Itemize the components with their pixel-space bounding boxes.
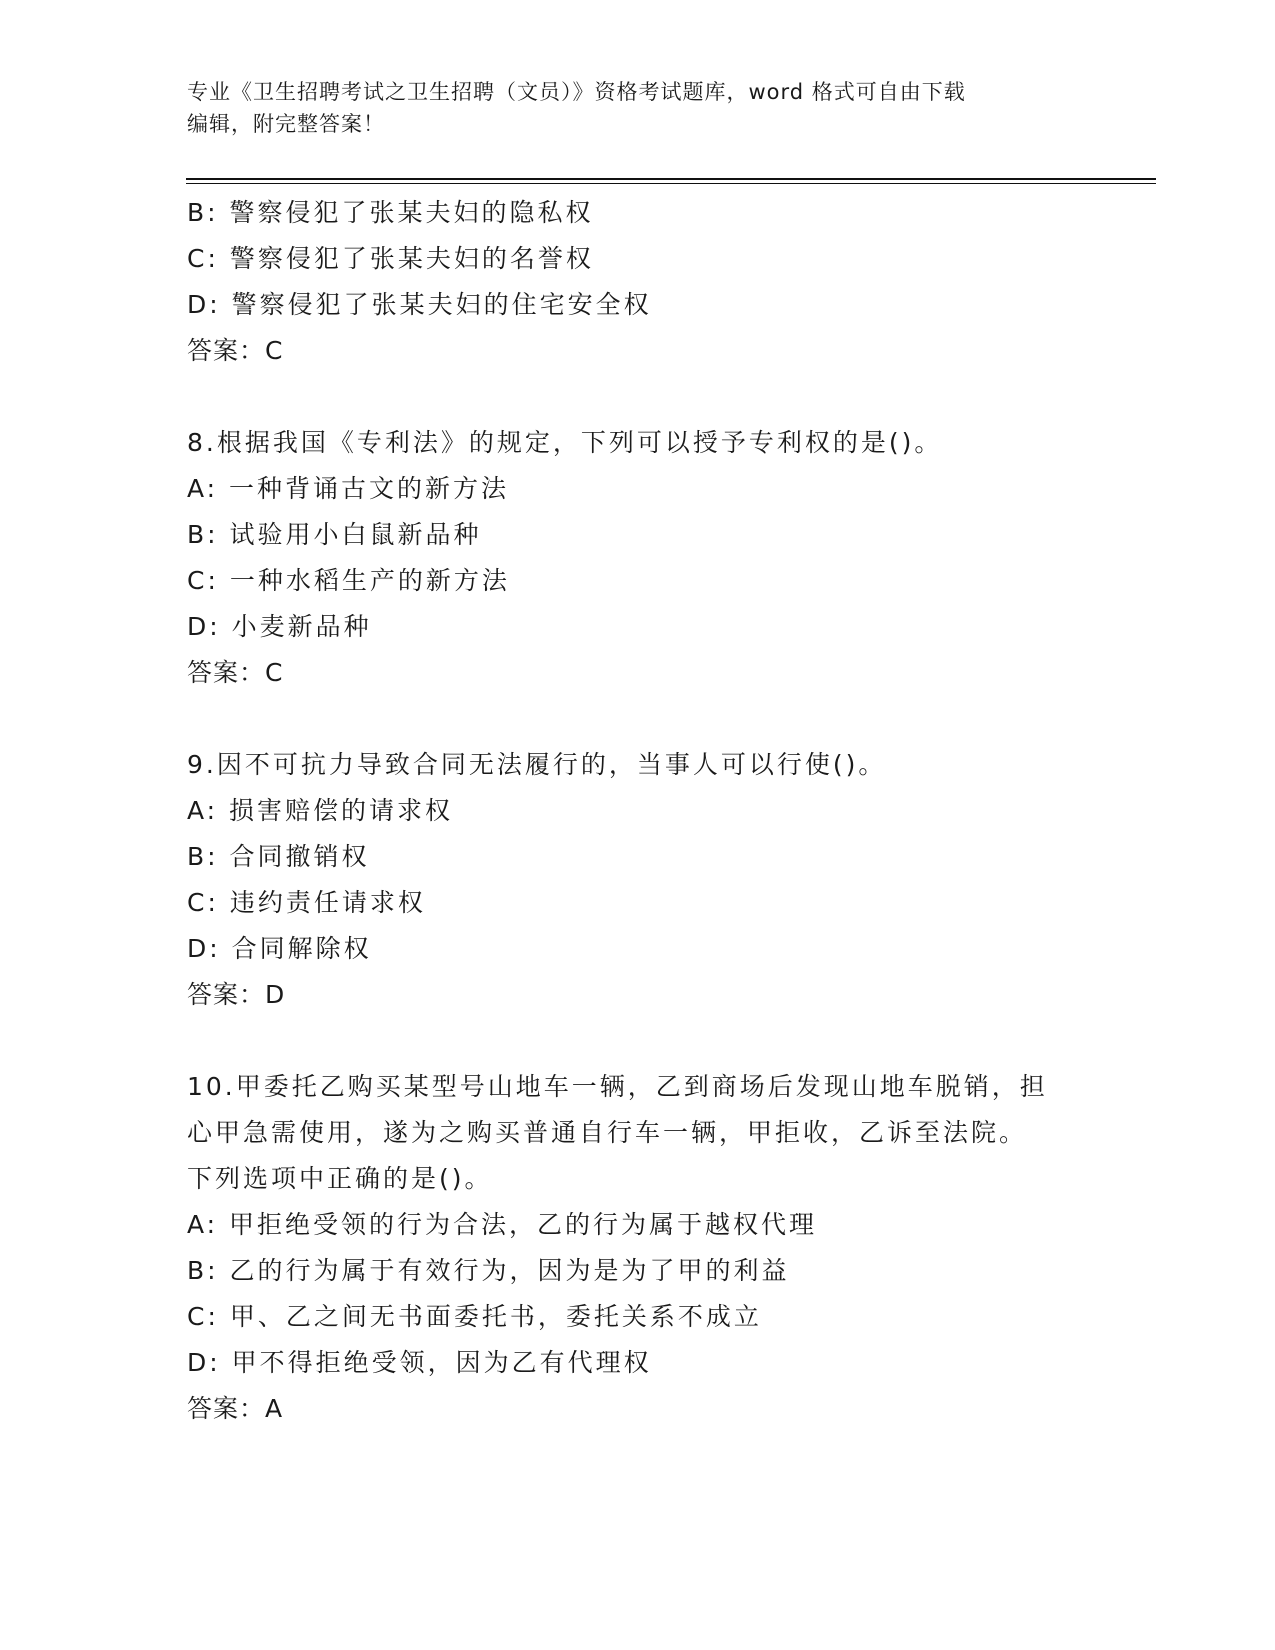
option-b: B: 乙的行为属于有效行为，因为是为了甲的利益 [187, 1256, 790, 1285]
option-a: A: 一种背诵古文的新方法 [187, 474, 510, 503]
answer: 答案：C [187, 336, 284, 365]
option-a: A: 甲拒绝受领的行为合法，乙的行为属于越权代理 [187, 1210, 818, 1239]
question-text-line-1: 10.甲委托乙购买某型号山地车一辆，乙到商场后发现山地车脱销，担 [187, 1072, 1048, 1101]
option-b: B: 合同撤销权 [187, 842, 370, 871]
question-gap [187, 696, 1087, 742]
answer: 答案：C [187, 658, 284, 687]
question-text: 9.因不可抗力导致合同无法履行的，当事人可以行使()。 [187, 750, 887, 779]
question-text-line-3: 下列选项中正确的是()。 [187, 1164, 493, 1193]
header-divider [186, 178, 1156, 184]
option-d: D: 合同解除权 [187, 934, 372, 963]
option-c: C: 警察侵犯了张某夫妇的名誉权 [187, 244, 594, 273]
question-10 [187, 1064, 1087, 1432]
question-gap [187, 374, 1087, 420]
option-d: D: 警察侵犯了张某夫妇的住宅安全权 [187, 290, 652, 319]
option-b: B: 试验用小白鼠新品种 [187, 520, 482, 549]
option-c: C: 甲、乙之间无书面委托书，委托关系不成立 [187, 1302, 762, 1331]
option-a: A: 损害赔偿的请求权 [187, 796, 454, 825]
answer: 答案：D [187, 980, 286, 1009]
option-b: B: 警察侵犯了张某夫妇的隐私权 [187, 198, 594, 227]
question-list [187, 190, 1087, 1432]
header-line-2: 编辑，附完整答案！ [187, 112, 385, 136]
option-d: D: 甲不得拒绝受领，因为乙有代理权 [187, 1348, 652, 1377]
question-text: 8.根据我国《专利法》的规定，下列可以授予专利权的是()。 [187, 428, 943, 457]
answer: 答案：A [187, 1394, 284, 1423]
option-d: D: 小麦新品种 [187, 612, 372, 641]
question-gap [187, 1018, 1087, 1064]
option-c: C: 一种水稻生产的新方法 [187, 566, 510, 595]
document-header [187, 76, 1067, 140]
question-8 [187, 420, 1087, 696]
header-line-1: 专业《卫生招聘考试之卫生招聘（文员）》资格考试题库，word 格式可自由下载 [187, 80, 966, 104]
question-7-continued [187, 190, 1087, 374]
question-text-line-2: 心甲急需使用，遂为之购买普通自行车一辆，甲拒收，乙诉至法院。 [187, 1118, 1028, 1147]
question-9 [187, 742, 1087, 1018]
option-c: C: 违约责任请求权 [187, 888, 426, 917]
